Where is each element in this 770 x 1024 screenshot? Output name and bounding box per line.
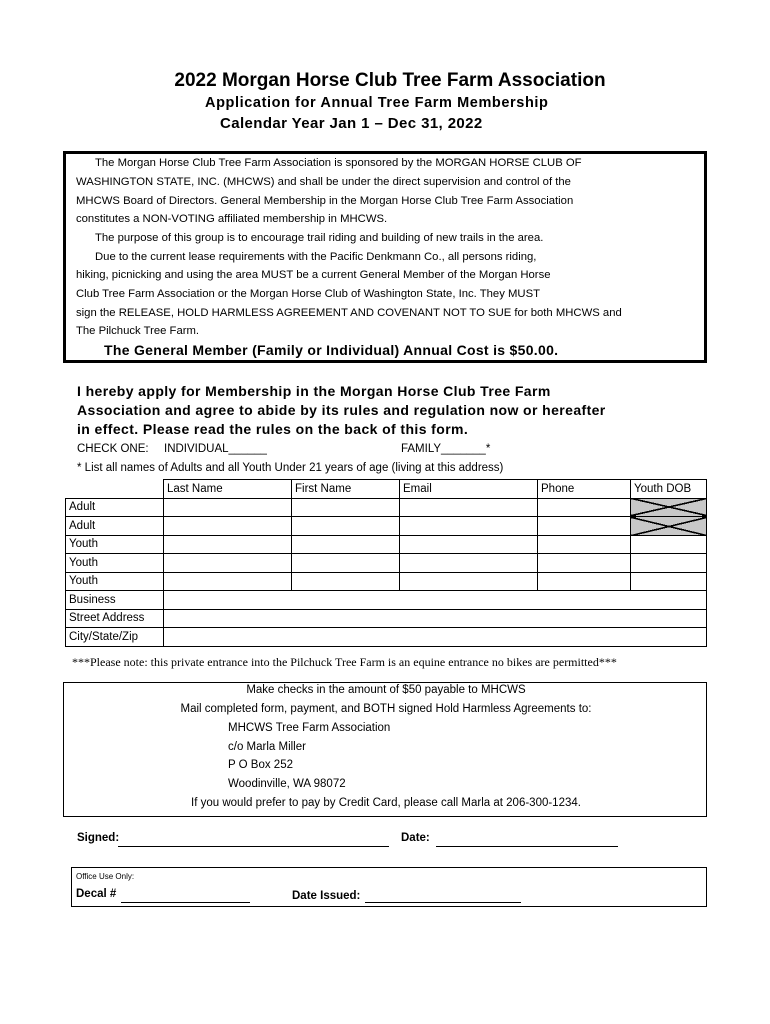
street-address-field[interactable] — [164, 609, 707, 628]
table-row — [66, 498, 707, 517]
table-row — [66, 535, 707, 554]
info-line: MHCWS Board of Directors. General Membership in the Morgan Horse Club Tree Farm Association — [76, 195, 574, 207]
signature-field[interactable] — [118, 846, 389, 847]
table-row — [66, 609, 707, 628]
annual-cost: The General Member (Family or Individual) Annual Cost is $50.00. — [104, 342, 559, 358]
dob-cell[interactable] — [631, 535, 707, 554]
table-row — [66, 517, 707, 536]
decal-field[interactable] — [121, 902, 250, 903]
email-cell[interactable] — [400, 517, 538, 536]
office-use-box — [71, 867, 707, 907]
first-name-cell[interactable] — [292, 498, 400, 517]
info-line: hiking, picnicking and using the area MUST be a current General Member of the Morgan Horse — [76, 269, 551, 281]
first-name-cell[interactable] — [292, 517, 400, 536]
application-statement — [77, 382, 606, 439]
calendar-year: Calendar Year Jan 1 – Dec 31, 2022 — [220, 115, 483, 132]
checks-line: Make checks in the amount of $50 payable to MHCWS — [246, 684, 526, 696]
members-table — [65, 479, 707, 647]
info-line: Club Tree Farm Association or the Morgan Horse Club of Washington State, Inc. They MUST — [76, 288, 540, 300]
phone-cell[interactable] — [538, 535, 631, 554]
dob-cell-disabled — [631, 498, 707, 517]
phone-cell[interactable] — [538, 554, 631, 573]
header-first-name: First Name — [292, 480, 400, 499]
info-line: Due to the current lease requirements with the Pacific Denkmann Co., all persons riding, — [95, 251, 537, 263]
date-issued-label: Date Issued: — [292, 890, 361, 902]
phone-cell[interactable] — [538, 517, 631, 536]
info-line: sign the RELEASE, HOLD HARMLESS AGREEMENT AND COVENANT NOT TO SUE for both MHCWS and — [76, 307, 622, 319]
dob-cell-disabled — [631, 517, 707, 536]
email-cell[interactable] — [400, 498, 538, 517]
table-row — [66, 572, 707, 591]
statement-line: I hereby apply for Membership in the Morgan Horse Club Tree Farm — [77, 383, 551, 399]
table-row — [66, 591, 707, 610]
info-box — [63, 151, 707, 363]
header-youth-dob: Youth DOB — [631, 480, 707, 499]
last-name-cell[interactable] — [164, 498, 292, 517]
row-label: Youth — [66, 572, 164, 591]
row-label: Adult — [66, 498, 164, 517]
mail-line: Mail completed form, payment, and BOTH signed Hold Harmless Agreements to: — [180, 703, 592, 715]
table-row — [66, 554, 707, 573]
table-header-row — [66, 480, 707, 499]
row-label: Youth — [66, 535, 164, 554]
payment-box — [63, 682, 707, 817]
phone-cell[interactable] — [538, 572, 631, 591]
statement-line: in effect. Please read the rules on the back of this form. — [77, 421, 469, 437]
info-line: The Pilchuck Tree Farm. — [76, 325, 200, 337]
last-name-cell[interactable] — [164, 517, 292, 536]
last-name-cell[interactable] — [164, 572, 292, 591]
date-label: Date: — [401, 832, 430, 844]
email-cell[interactable] — [400, 535, 538, 554]
decal-label: Decal # — [76, 888, 117, 900]
row-label: Business — [66, 591, 164, 610]
business-field[interactable] — [164, 591, 707, 610]
city-state-zip-field[interactable] — [164, 628, 707, 647]
signed-label: Signed: — [77, 832, 120, 844]
dob-cell[interactable] — [631, 572, 707, 591]
header-last-name: Last Name — [164, 480, 292, 499]
header-email: Email — [400, 480, 538, 499]
table-row — [66, 628, 707, 647]
phone-cell[interactable] — [538, 498, 631, 517]
header-phone: Phone — [538, 480, 631, 499]
info-line: The Morgan Horse Club Tree Farm Association is sponsored by the MORGAN HORSE CLUB OF — [95, 157, 582, 169]
check-one-label: CHECK ONE: — [77, 443, 149, 455]
statement-line: Association and agree to abide by its rules and regulation now or hereafter — [77, 402, 606, 418]
form-title: 2022 Morgan Horse Club Tree Farm Association — [174, 70, 606, 91]
row-label: Adult — [66, 517, 164, 536]
address-line: c/o Marla Miller — [228, 741, 306, 753]
row-label: Street Address — [66, 609, 164, 628]
address-line: P O Box 252 — [228, 759, 293, 771]
date-field[interactable] — [436, 846, 618, 847]
family-option[interactable]: FAMILY_______* — [401, 443, 491, 455]
date-issued-field[interactable] — [365, 902, 521, 903]
row-label: City/State/Zip — [66, 628, 164, 647]
form-subtitle: Application for Annual Tree Farm Membership — [205, 95, 549, 111]
info-line: The purpose of this group is to encourage trail riding and building of new trails in the area. — [95, 232, 544, 244]
address-line: MHCWS Tree Farm Association — [228, 722, 391, 734]
info-line: WASHINGTON STATE, INC. (MHCWS) and shall be under the direct supervision and control of the — [76, 176, 571, 188]
last-name-cell[interactable] — [164, 535, 292, 554]
email-cell[interactable] — [400, 554, 538, 573]
individual-option[interactable]: INDIVIDUAL______ — [164, 443, 267, 455]
check-one-row — [77, 443, 491, 455]
list-note: * List all names of Adults and all Youth Under 21 years of age (living at this address) — [77, 462, 504, 474]
email-cell[interactable] — [400, 572, 538, 591]
last-name-cell[interactable] — [164, 554, 292, 573]
credit-card-line: If you would prefer to pay by Credit Card, please call Marla at 206-300-1234. — [191, 797, 581, 809]
first-name-cell[interactable] — [292, 554, 400, 573]
first-name-cell[interactable] — [292, 572, 400, 591]
info-line: constitutes a NON-VOTING affiliated membership in MHCWS. — [76, 213, 388, 225]
first-name-cell[interactable] — [292, 535, 400, 554]
dob-cell[interactable] — [631, 554, 707, 573]
row-label: Youth — [66, 554, 164, 573]
address-line: Woodinville, WA 98072 — [228, 778, 346, 790]
office-use-label: Office Use Only: — [76, 872, 135, 881]
entrance-note: ***Please note: this private entrance into the Pilchuck Tree Farm is an equine entrance no bikes are permitted*** — [72, 655, 617, 669]
